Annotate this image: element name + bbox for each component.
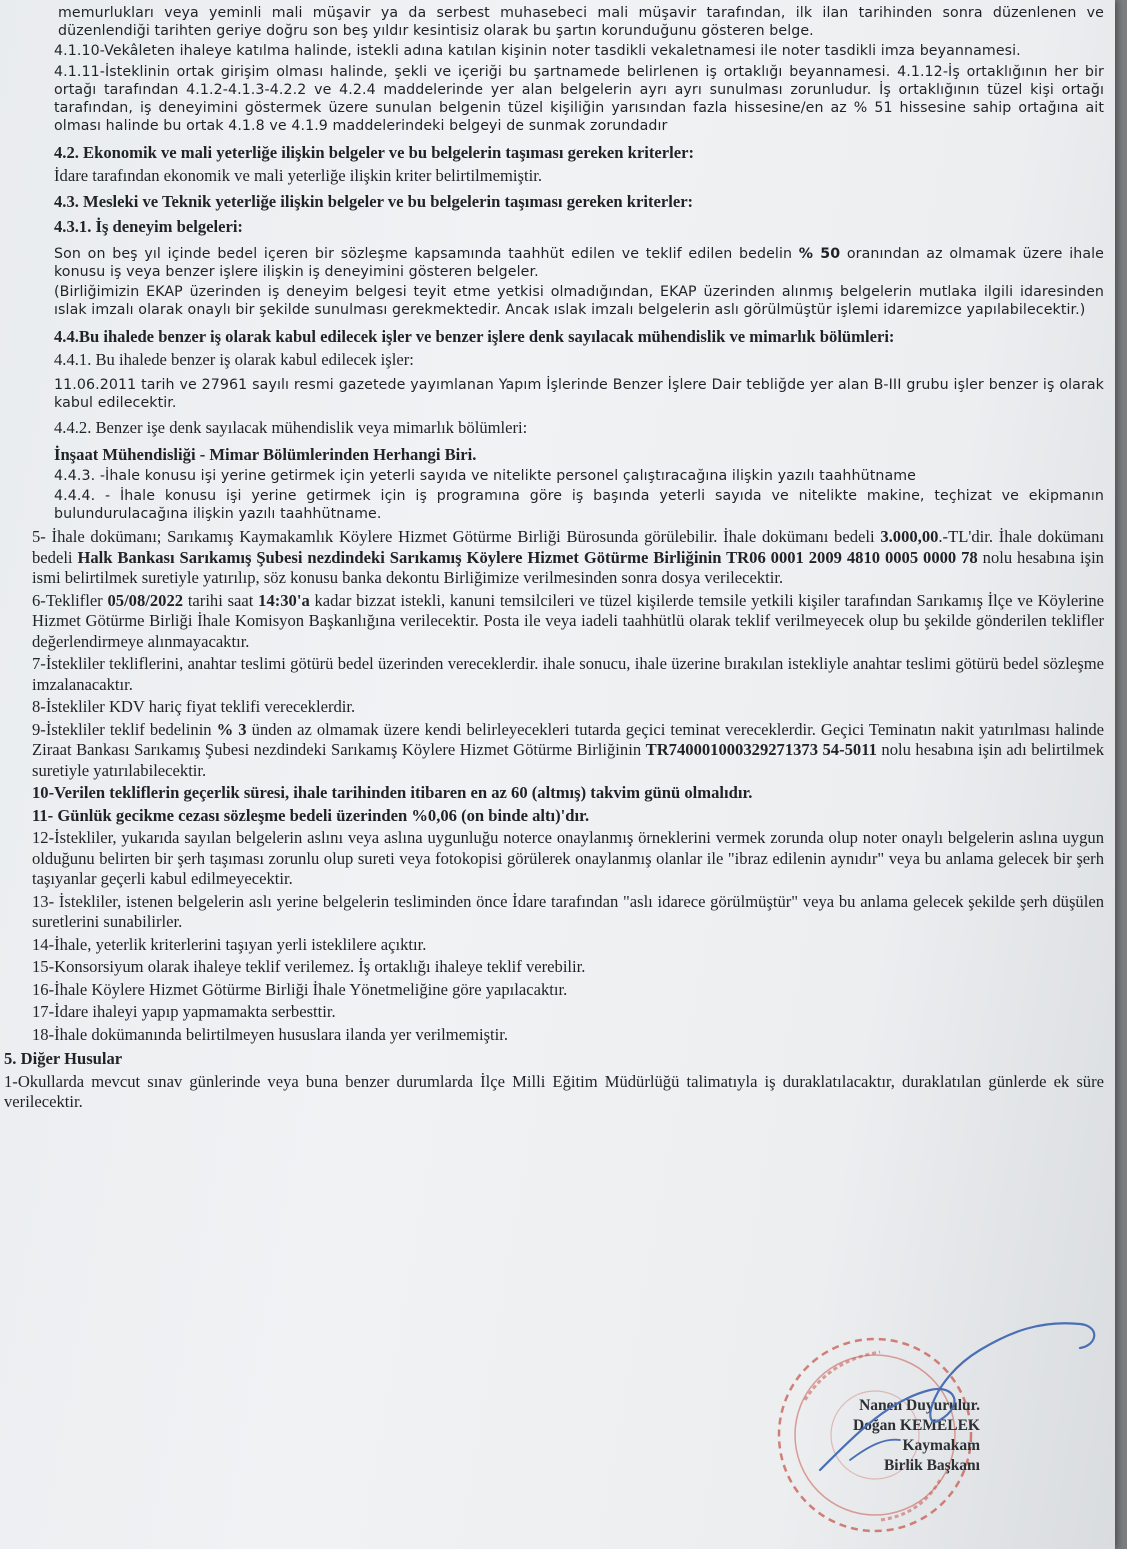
paragraph-11: 11- Günlük gecikme cezası sözleşme bedeli üzerinden %0,06 (on binde altı)'dır. [32, 805, 590, 825]
paragraph-6 [4, 591, 1104, 653]
paragraph-4-4-1-body: 11.06.2011 tarih ve 27961 sayılı resmi gazetede yayımlanan Yapım İşlerinde Benzer İşlere Dair tebliğde yer alan B-III grubu işler benzer iş olarak kabul edilecektir. [54, 377, 1104, 411]
bank-account-halkbank: Halk Bankası Sarıkamış Şubesi nezdindeki Sarıkamış Köylere Hizmet Götürme Birliğinin TR06 0001 2009 4810 0005 0000 78 [77, 547, 978, 567]
paragraph-8: 8-İstekliler KDV hariç fiyat teklifi vereceklerdir. [32, 697, 356, 716]
signatory-name: Doğan KEMELEK [852, 1417, 980, 1434]
paragraph-17: 17-İdare ihaleyi yapıp yapmamakta serbesttir. [32, 1002, 336, 1021]
paragraph-15: 15-Konsorsiyum olarak ihaleye teklif verilemez. İş ortaklığı ihaleye teklif verebilir. [32, 957, 586, 976]
paragraph-5 [4, 527, 1104, 589]
announcement-line: Nanen Duyurulur. [859, 1397, 980, 1414]
heading-4-3: 4.3. Mesleki ve Teknik yeterliğe ilişkin belgeler ve bu belgelerin taşıması gereken kriterler: [54, 192, 694, 211]
document-body [4, 4, 1104, 1115]
bid-time: 14:30'a [258, 590, 310, 610]
paragraph-12: 12-İstekliler, yukarıda sayılan belgelerin aslını veya aslına uygunluğu noterce onaylanmış örneklerini vermek zorunda olup noter onaylı belgelerin aslına uygun olduğunu belirten bir şerh taşıması zorunlu olup sureti veya fotokopisi görülerek onaylanmış olanlar ile "ibraz edilenin aynıdır" veya bu anlama gelecek bir şerh taşıyanlar geçerli kabul edilmeyecektir. [32, 828, 1104, 888]
signature-block [770, 1310, 1100, 1540]
paragraph-4-2: İdare tarafından ekonomik ve mali yeterliğe ilişkin kriter belirtilmemiştir. [54, 165, 542, 185]
text-part: Son on beş yıl içinde bedel içeren bir sözleşme kapsamında taahhüt edilen ve teklif edilen bedelin [54, 246, 799, 262]
text-part: .-TL'dir. İhale dokümanı bedeli [32, 527, 1104, 567]
text-part: nolu hesabına işin ismi belirtilmek suretiyle yatırılıp, söz konusu banka dekontu Birliğimize verilmesinden sonra dosya verilecektir. [32, 547, 1104, 587]
heading-4-2: 4.2. Ekonomik ve mali yeterliğe ilişkin belgeler ve bu belgelerin taşıması gereken kriterler: [54, 143, 695, 162]
text-part: oranından az olmamak üzere ihale konusu iş veya benzer işlere ilişkin iş deneyimini gösteren belgeler. [54, 246, 1104, 280]
text-part: 5- İhale dokümanı; Sarıkamış Kaymakamlık Köylere Hizmet Götürme Birliği Bürosunda görülebilir. İhale dokümanı bedeli [32, 527, 881, 546]
paragraph-4-4-2: 4.4.2. Benzer işe denk sayılacak mühendislik veya mimarlık bölümleri: [54, 418, 528, 437]
paragraph-membership: memurlukları veya yeminli mali müşavir ya da serbest muhasebeci mali müşavir tarafından, ilk ilan tarihinden sonra düzenlenen ve düzenlendiği tarihten geriye doğru son beş yıldır kesintisiz olarak bu şartın korunduğunu gösteren belge. [58, 5, 1104, 39]
paragraph-ekap-note: (Birliğimizin EKAP üzerinden iş deneyim belgesi teyit etme yetkisi olmadığından, EKAP üzerinden alınmış belgelerin mutlaka ilgili idaresinden ıslak imzalı olarak onaylı bir şekilde sunulması gerekmektedir. Ancak ıslak imzalı belgelerin aslı görülmüştür işlemi idaremizce yapılabilecektir.) [54, 284, 1104, 318]
paragraph-4-4-3: 4.4.3. -İhale konusu işi yerine getirmek için yeterli sayıda ve nitelikte personel çalıştıracağına ilişkin yazılı taahhütname [54, 468, 917, 484]
paragraph-4-1-11: 4.1.11-İsteklinin ortak girişim olması halinde, şekli ve içeriği bu şartnamede belirlenen iş ortaklığı beyannamesi. 4.1.12-İş ortaklığının her bir ortağı tarafından 4.1.2-4.1.3-4.2.2 ve 4.2.4 maddelerinde yer alan belgelerin ayrı ayrı sunulması zorunludur. İş ortaklığının tüzel kişi ortağı tarafından, iş deneyimini göstermek üzere sunulan belgenin tüzel kişiliğin yarısından fazla hissesine/en az % 51 hissesine sahip ortağına ait olması halinde bu ortak 4.1.8 ve 4.1.9 maddelerindeki belgeyi de sunmak zorundadır [54, 64, 1104, 134]
paragraph-13: 13- İstekliler, istenen belgelerin aslı yerine belgelerin tesliminden önce İdare tarafından "aslı idarece görülmüştür" veya bu anlama gelecek şekilde şerh düşülen suretlerini sunabilirler. [32, 891, 1104, 931]
signatory-title: Kaymakam [902, 1437, 980, 1454]
percentage-50: % 50 [798, 246, 841, 262]
bank-account-ziraat: TR740001000329271373 54-5011 [645, 740, 877, 759]
paragraph-4-1-10: 4.1.10-Vekâleten ihaleye katılma halinde, istekli adına katılan kişinin noter tasdikli vekaletnamesi ile noter tasdikli imza beyannamesi. [54, 43, 1021, 59]
signatory-role: Birlik Başkanı [883, 1457, 980, 1474]
document-fee: 3.000,00 [880, 527, 939, 546]
text-part: 9-İstekliler teklif bedelinin [32, 719, 217, 739]
text-part: kadar bizzat istekli, kanuni temsilcileri ve tüzel kişilerde temsile yetkili kişiler tarafından Sarıkamış İlçe ve Köylerine Hizmet Götürme Birliği İhale Komisyon Başkanlığına verilecektir. Posta ile veya iadeli taahhütlü olarak teklif verilmeyecek olup bu şekilde gönderilen teklifler değerlendirmeye alınmayacaktır. [32, 590, 1105, 651]
paragraph-5-1: 1-Okullarda mevcut sınav günlerinde veya buna benzer durumlarda İlçe Milli Eğitim Müdürlüğü talimatıyla iş duraklatılacaktır, duraklatılan günlerde ek süre verilecektir. [4, 1071, 1104, 1111]
percentage-3: % 3 [216, 719, 247, 739]
heading-4-4: 4.4.Bu ihalede benzer iş olarak kabul edilecek işler ve benzer işlere denk sayılacak mühendislik ve mimarlık bölümleri: [54, 327, 895, 346]
paragraph-9 [4, 720, 1104, 782]
paragraph-7: 7-İstekliler tekliflerini, anahtar teslimi götürü bedel üzerinden vereceklerdir. ihale sonucu, ihale üzerine bırakılan istekliyle anahtar teslimi götürü bedel sözleşme imzalanacaktır. [32, 654, 1104, 694]
paragraph-4-4-4: 4.4.4. - İhale konusu işi yerine getirmek için iş programına göre iş başında yeterli sayıda ve nitelikte makine, teçhizat ve ekipmanın bulundurulacağına ilişkin yazılı taahhütname. [54, 488, 1104, 522]
paragraph-4-4-2-body: İnşaat Mühendisliği - Mimar Bölümlerinden Herhangi Biri. [54, 444, 477, 464]
heading-5-other: 5. Diğer Husular [4, 1049, 123, 1068]
paragraph-4-3-1 [4, 245, 1104, 281]
heading-4-3-1: 4.3.1. İş deneyim belgeleri: [54, 216, 243, 236]
paragraph-18: 18-İhale dokümanında belirtilmeyen hususlara ilanda yer verilmemiştir. [32, 1024, 509, 1044]
paragraph-14: 14-İhale, yeterlik kriterlerini taşıyan yerli isteklilere açıktır. [32, 934, 427, 954]
handwritten-signature-icon [780, 1310, 1110, 1500]
paragraph-16: 16-İhale Köylere Hizmet Götürme Birliği İhale Yönetmeliğine göre yapılacaktır. [32, 979, 568, 999]
text-part: 6-Teklifler [32, 590, 108, 610]
text-part: nolu hesabına işin adı belirtilmek suretiyle yatırılabilecektir. [32, 740, 1105, 780]
bid-date: 05/08/2022 [107, 590, 184, 610]
text-part: ünden az olmamak üzere kendi belirleyecekleri tutarda geçici teminat vereceklerdir. Geçici Teminatın nakit yatırılması halinde Ziraat Bankası Sarıkamış Şubesi nezdindeki Sarıkamış Köylere Hizmet Götürme Birliğinin [32, 719, 1105, 759]
paragraph-4-4-1: 4.4.1. Bu ihalede benzer iş olarak kabul edilecek işler: [54, 349, 414, 369]
paragraph-10: 10-Verilen tekliflerin geçerlik süresi, ihale tarihinden itibaren en az 60 (altmış) takvim günü olmalıdır. [32, 783, 753, 802]
text-part: tarihi saat [183, 590, 259, 610]
